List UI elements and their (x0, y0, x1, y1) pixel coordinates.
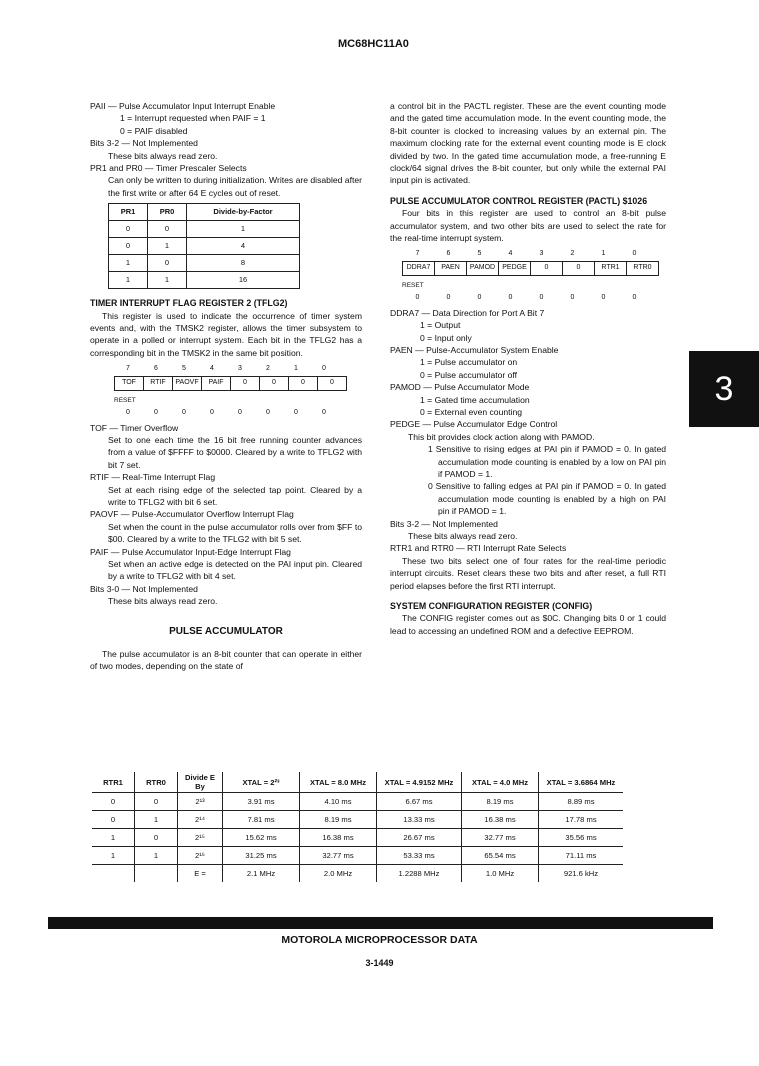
footer-rule (48, 917, 713, 929)
table-cell: 0 (148, 255, 187, 272)
table-cell (92, 865, 135, 883)
table-cell: 35.56 ms (539, 829, 624, 847)
tflg2-reset-values (114, 407, 362, 419)
table-cell: 1 (92, 847, 135, 865)
rtr-heading: RTR1 and RTR0 — RTI Interrupt Rate Selects (390, 543, 567, 554)
bit-field: 0 (260, 376, 289, 390)
paovf-desc: Set when the count in the pulse accumulator rolls over from $FF to $00. Cleared by a write to the TFLG2 with bit 5 set. (108, 521, 362, 545)
table-cell: 15.62 ms (223, 829, 300, 847)
table-cell: 17.78 ms (539, 811, 624, 829)
ddra7-option-1: 1 = Output (420, 320, 461, 331)
table-cell: 65.54 ms (462, 847, 539, 865)
bit-field: RTR0 (627, 261, 659, 275)
table-cell: 0 (92, 793, 135, 811)
prescaler-header: PR0 (148, 204, 187, 221)
prescaler-table (108, 203, 300, 289)
tflg2-bit-fields (114, 376, 347, 391)
table-cell: 71.11 ms (539, 847, 624, 865)
reset-value: 0 (154, 409, 158, 417)
table-cell: 0 (92, 811, 135, 829)
bit-number: 3 (238, 365, 242, 373)
tflg2-title: TIMER INTERRUPT FLAG REGISTER 2 (TFLG2) (90, 298, 288, 309)
table-cell: 8.19 ms (462, 793, 539, 811)
table-cell: 1 (148, 272, 187, 289)
pactl-reset-label: RESET (402, 281, 424, 289)
table-cell: 1 (109, 272, 148, 289)
table-cell: 0 (135, 793, 178, 811)
rti-header: XTAL = 3.6864 MHz (539, 772, 624, 793)
paii-heading: PAII — Pulse Accumulator Input Interrupt Enable (90, 101, 276, 111)
bits32-heading: Bits 3-2 — Not Implemented (90, 138, 198, 149)
bits32-right-desc: These bits always read zero. (408, 531, 518, 541)
bit-number: 4 (508, 250, 513, 258)
reset-value: 0 (601, 294, 606, 302)
table-row (92, 829, 623, 847)
pulse-accumulator-desc: The pulse accumulator is an 8-bit counter that can operate in either of two modes, depending on the state of (90, 649, 362, 672)
reset-value: 0 (294, 409, 298, 417)
reset-value: 0 (266, 409, 270, 417)
bit-field: PAOVF (173, 376, 202, 390)
bit-field: 0 (563, 261, 595, 275)
table-cell: 13.33 ms (377, 811, 462, 829)
bits32-right-heading: Bits 3-2 — Not Implemented (390, 518, 498, 529)
pedge-desc: This bit provides clock action along with PAMOD. (408, 431, 595, 442)
right-column (390, 100, 666, 637)
pedge-option-0: 0 Sensitive to falling edges at PAI pin if PAMOD = 0. In gated accumulation mode counting is enabled by a high on PAI pin if PAMOD = 1. (428, 481, 666, 517)
reset-value: 0 (322, 409, 326, 417)
table-row (92, 793, 623, 811)
rti-header: XTAL = 8.0 MHz (300, 772, 377, 793)
bit-field: PAMOD (467, 261, 499, 275)
pamod-heading: PAMOD — Pulse Accumulator Mode (390, 382, 530, 393)
table-cell: E = (178, 865, 223, 883)
bits30-desc: These bits always read zero. (108, 596, 218, 607)
table-cell: 4.10 ms (300, 793, 377, 811)
table-cell: 1 (148, 238, 187, 255)
table-cell: 1.0 MHz (462, 865, 539, 883)
bit-field: PAIF (202, 376, 231, 390)
bit-number: 0 (632, 250, 637, 258)
reset-value: 0 (446, 294, 451, 302)
rtif-desc: Set at each rising edge of the selected tap point. Cleared by a write to TFLG2 with bit 6 set. (108, 484, 362, 507)
bit-field: 0 (289, 376, 318, 390)
bit-field: 0 (531, 261, 563, 275)
ddra7-option-0: 0 = Input only (420, 332, 472, 343)
rti-header: XTAL = 2²³ (223, 772, 300, 793)
table-cell: 7.81 ms (223, 811, 300, 829)
rti-header: XTAL = 4.9152 MHz (377, 772, 462, 793)
rti-header: RTR0 (135, 772, 178, 793)
table-cell: 31.25 ms (223, 847, 300, 865)
table-cell: 8.89 ms (539, 793, 624, 811)
rti-rate-table (92, 772, 623, 882)
table-row (92, 811, 623, 829)
table-cell: 4 (187, 238, 300, 255)
ddra7-heading: DDRA7 — Data Direction for Port A Bit 7 (390, 307, 545, 318)
bit-number: 5 (477, 250, 482, 258)
table-cell: 1.2288 MHz (377, 865, 462, 883)
reset-value: 0 (238, 409, 242, 417)
pactl-reset-values (402, 292, 666, 304)
table-cell: 8.19 ms (300, 811, 377, 829)
tflg2-desc: This register is used to indicate the occurrence of timer system events and, with the TMSK2 register, allows the timer subsystem to operate in a polled or interrupt system. Each bit in the TFLG2 has a corresponding bit in the TMSK2 in the same bit position. (90, 310, 362, 358)
table-cell: 1 (92, 829, 135, 847)
bit-number: 1 (601, 250, 606, 258)
pr-heading: PR1 and PR0 — Timer Prescaler Selects (90, 163, 247, 174)
table-cell: 53.33 ms (377, 847, 462, 865)
paen-option-0: 0 = Pulse accumulator off (420, 369, 518, 380)
page-number: 3-1449 (365, 958, 394, 968)
table-cell: 0 (109, 238, 148, 255)
rti-header: RTR1 (92, 772, 135, 793)
bits30-heading: Bits 3-0 — Not Implemented (90, 583, 198, 594)
reset-value: 0 (126, 409, 130, 417)
prescaler-header: PR1 (109, 204, 148, 221)
config-desc: The CONFIG register comes out as $0C. Changing bits 0 or 1 could lead to accessing an undefined ROM and a defective EEPROM. (390, 613, 666, 636)
table-row (109, 272, 300, 289)
tflg2-register (114, 363, 362, 419)
reset-value: 0 (415, 294, 420, 302)
table-row (92, 865, 623, 883)
table-cell: 32.77 ms (300, 847, 377, 865)
left-column (90, 100, 362, 673)
pr-desc: Can only be written to during initialization. Writes are disabled after the first write or after 64 E cycles out of reset. (108, 175, 362, 198)
reset-value: 0 (539, 294, 544, 302)
bit-field: RTR1 (595, 261, 627, 275)
tof-heading: TOF — Timer Overflow (90, 422, 179, 433)
section-tab: 3 (689, 351, 759, 427)
page-header-title: MC68HC11A0 (338, 38, 409, 50)
table-cell: 2¹⁶ (178, 847, 223, 865)
paif-desc: Set when an active edge is detected on the PAI input pin. Cleared by a write to TFLG2 with bit 4 set. (108, 558, 362, 582)
bit-field: RTIF (144, 376, 173, 390)
bit-number: 7 (126, 365, 130, 373)
table-cell: 2.1 MHz (223, 865, 300, 883)
tflg2-reset-label: RESET (114, 396, 136, 404)
bit-number: 2 (266, 365, 270, 373)
table-cell: 2¹⁵ (178, 829, 223, 847)
table-cell: 0 (148, 221, 187, 238)
pactl-register (402, 248, 666, 304)
pactl-title: PULSE ACCUMULATOR CONTROL REGISTER (PACTL) $1026 (390, 195, 648, 206)
paif-heading: PAIF — Pulse Accumulator Input-Edge Interrupt Flag (90, 546, 291, 557)
reset-value: 0 (508, 294, 513, 302)
table-cell: 1 (135, 847, 178, 865)
bit-field: PAEN (435, 261, 467, 275)
bit-field: DDRA7 (403, 261, 435, 275)
bits32-desc: These bits always read zero. (108, 150, 218, 161)
rtr-desc: These two bits select one of four rates for the real-time periodic interrupt circuits. Reset clears these two bits and after reset, a full RTI period elapses before the first RTI interrupt. (390, 555, 666, 591)
bit-number: 7 (415, 250, 420, 258)
tof-desc: Set to one each time the 16 bit free running counter advances from a value of $FFFF to $0000. Cleared by a write to TFLG2 with bit 7 set. (108, 434, 362, 470)
bit-number: 4 (210, 365, 214, 373)
table-cell: 2¹³ (178, 793, 223, 811)
table-cell: 8 (187, 255, 300, 272)
reset-value: 0 (632, 294, 637, 302)
bit-number: 6 (446, 250, 451, 258)
table-cell: 16.38 ms (462, 811, 539, 829)
rti-header: Divide E By (178, 772, 223, 793)
table-cell: 0 (109, 221, 148, 238)
bit-field: PEDGE (499, 261, 531, 275)
pulse-accumulator-title: PULSE ACCUMULATOR (169, 625, 283, 637)
bit-field: 0 (231, 376, 260, 390)
table-cell: 16.38 ms (300, 829, 377, 847)
paii-option-1: 1 = Interrupt requested when PAIF = 1 (120, 113, 266, 124)
paen-heading: PAEN — Pulse-Accumulator System Enable (390, 344, 559, 355)
pedge-option-1: 1 Sensitive to rising edges at PAI pin if PAMOD = 0. In gated accumulation mode counting is enabled by a low on PAI pin if PAMOD = 1. (428, 444, 666, 479)
table-cell: 2.0 MHz (300, 865, 377, 883)
table-cell: 2¹⁴ (178, 811, 223, 829)
table-cell: 0 (135, 829, 178, 847)
table-cell: 6.67 ms (377, 793, 462, 811)
reset-value: 0 (477, 294, 482, 302)
bit-number: 5 (182, 365, 186, 373)
table-row (109, 221, 300, 238)
pa-mode-continued: a control bit in the PACTL register. These are the event counting mode and the gated time accumulation mode. In the event counting mode, the 8-bit counter is clocked to increasing values by an external pin. The maximum clocking rate for the external event counting mode is E clock divided by two. In the gated time accumulation mode, a free-running E clock/64 signal drives the 8-bit counter, but only while the external PAI input pin is activated. (390, 101, 666, 186)
reset-value: 0 (210, 409, 214, 417)
table-row (109, 238, 300, 255)
paen-option-1: 1 = Pulse accumulator on (420, 357, 518, 368)
reset-value: 0 (182, 409, 186, 417)
paii-option-0: 0 = PAIF disabled (120, 125, 188, 136)
tflg2-bit-numbers (114, 363, 362, 375)
reset-value: 0 (570, 294, 575, 302)
bit-number: 3 (539, 250, 544, 258)
table-cell: 1 (187, 221, 300, 238)
table-cell: 921.6 kHz (539, 865, 624, 883)
table-row (92, 847, 623, 865)
pedge-heading: PEDGE — Pulse Accumulator Edge Control (390, 419, 558, 430)
pactl-bit-numbers (402, 248, 666, 260)
bit-number: 6 (154, 365, 158, 373)
bit-number: 1 (294, 365, 298, 373)
table-cell: 1 (109, 255, 148, 272)
table-cell: 16 (187, 272, 300, 289)
prescaler-header: Divide-by-Factor (187, 204, 300, 221)
pactl-desc: Four bits in this register are used to control an 8-bit pulse accumulator system, and two other bits are used to select the rate for the real-time interrupt system. (390, 208, 666, 244)
footer-title: MOTOROLA MICROPROCESSOR DATA (281, 934, 478, 946)
rtif-heading: RTIF — Real-Time Interrupt Flag (90, 472, 216, 483)
config-title: SYSTEM CONFIGURATION REGISTER (CONFIG) (390, 601, 593, 612)
pamod-option-0: 0 = External even counting (420, 406, 523, 417)
table-cell: 3.91 ms (223, 793, 300, 811)
table-cell: 26.67 ms (377, 829, 462, 847)
bit-number: 2 (570, 250, 575, 258)
table-cell (135, 865, 178, 883)
rti-header: XTAL = 4.0 MHz (462, 772, 539, 793)
pactl-bit-fields (402, 261, 659, 276)
paovf-heading: PAOVF — Pulse-Accumulator Overflow Interrupt Flag (90, 509, 294, 520)
table-cell: 32.77 ms (462, 829, 539, 847)
pamod-option-1: 1 = Gated time accumulation (420, 394, 530, 405)
table-cell: 1 (135, 811, 178, 829)
bit-field: TOF (115, 376, 144, 390)
table-row (109, 255, 300, 272)
bit-field: 0 (318, 376, 347, 390)
bit-number: 0 (322, 365, 326, 373)
